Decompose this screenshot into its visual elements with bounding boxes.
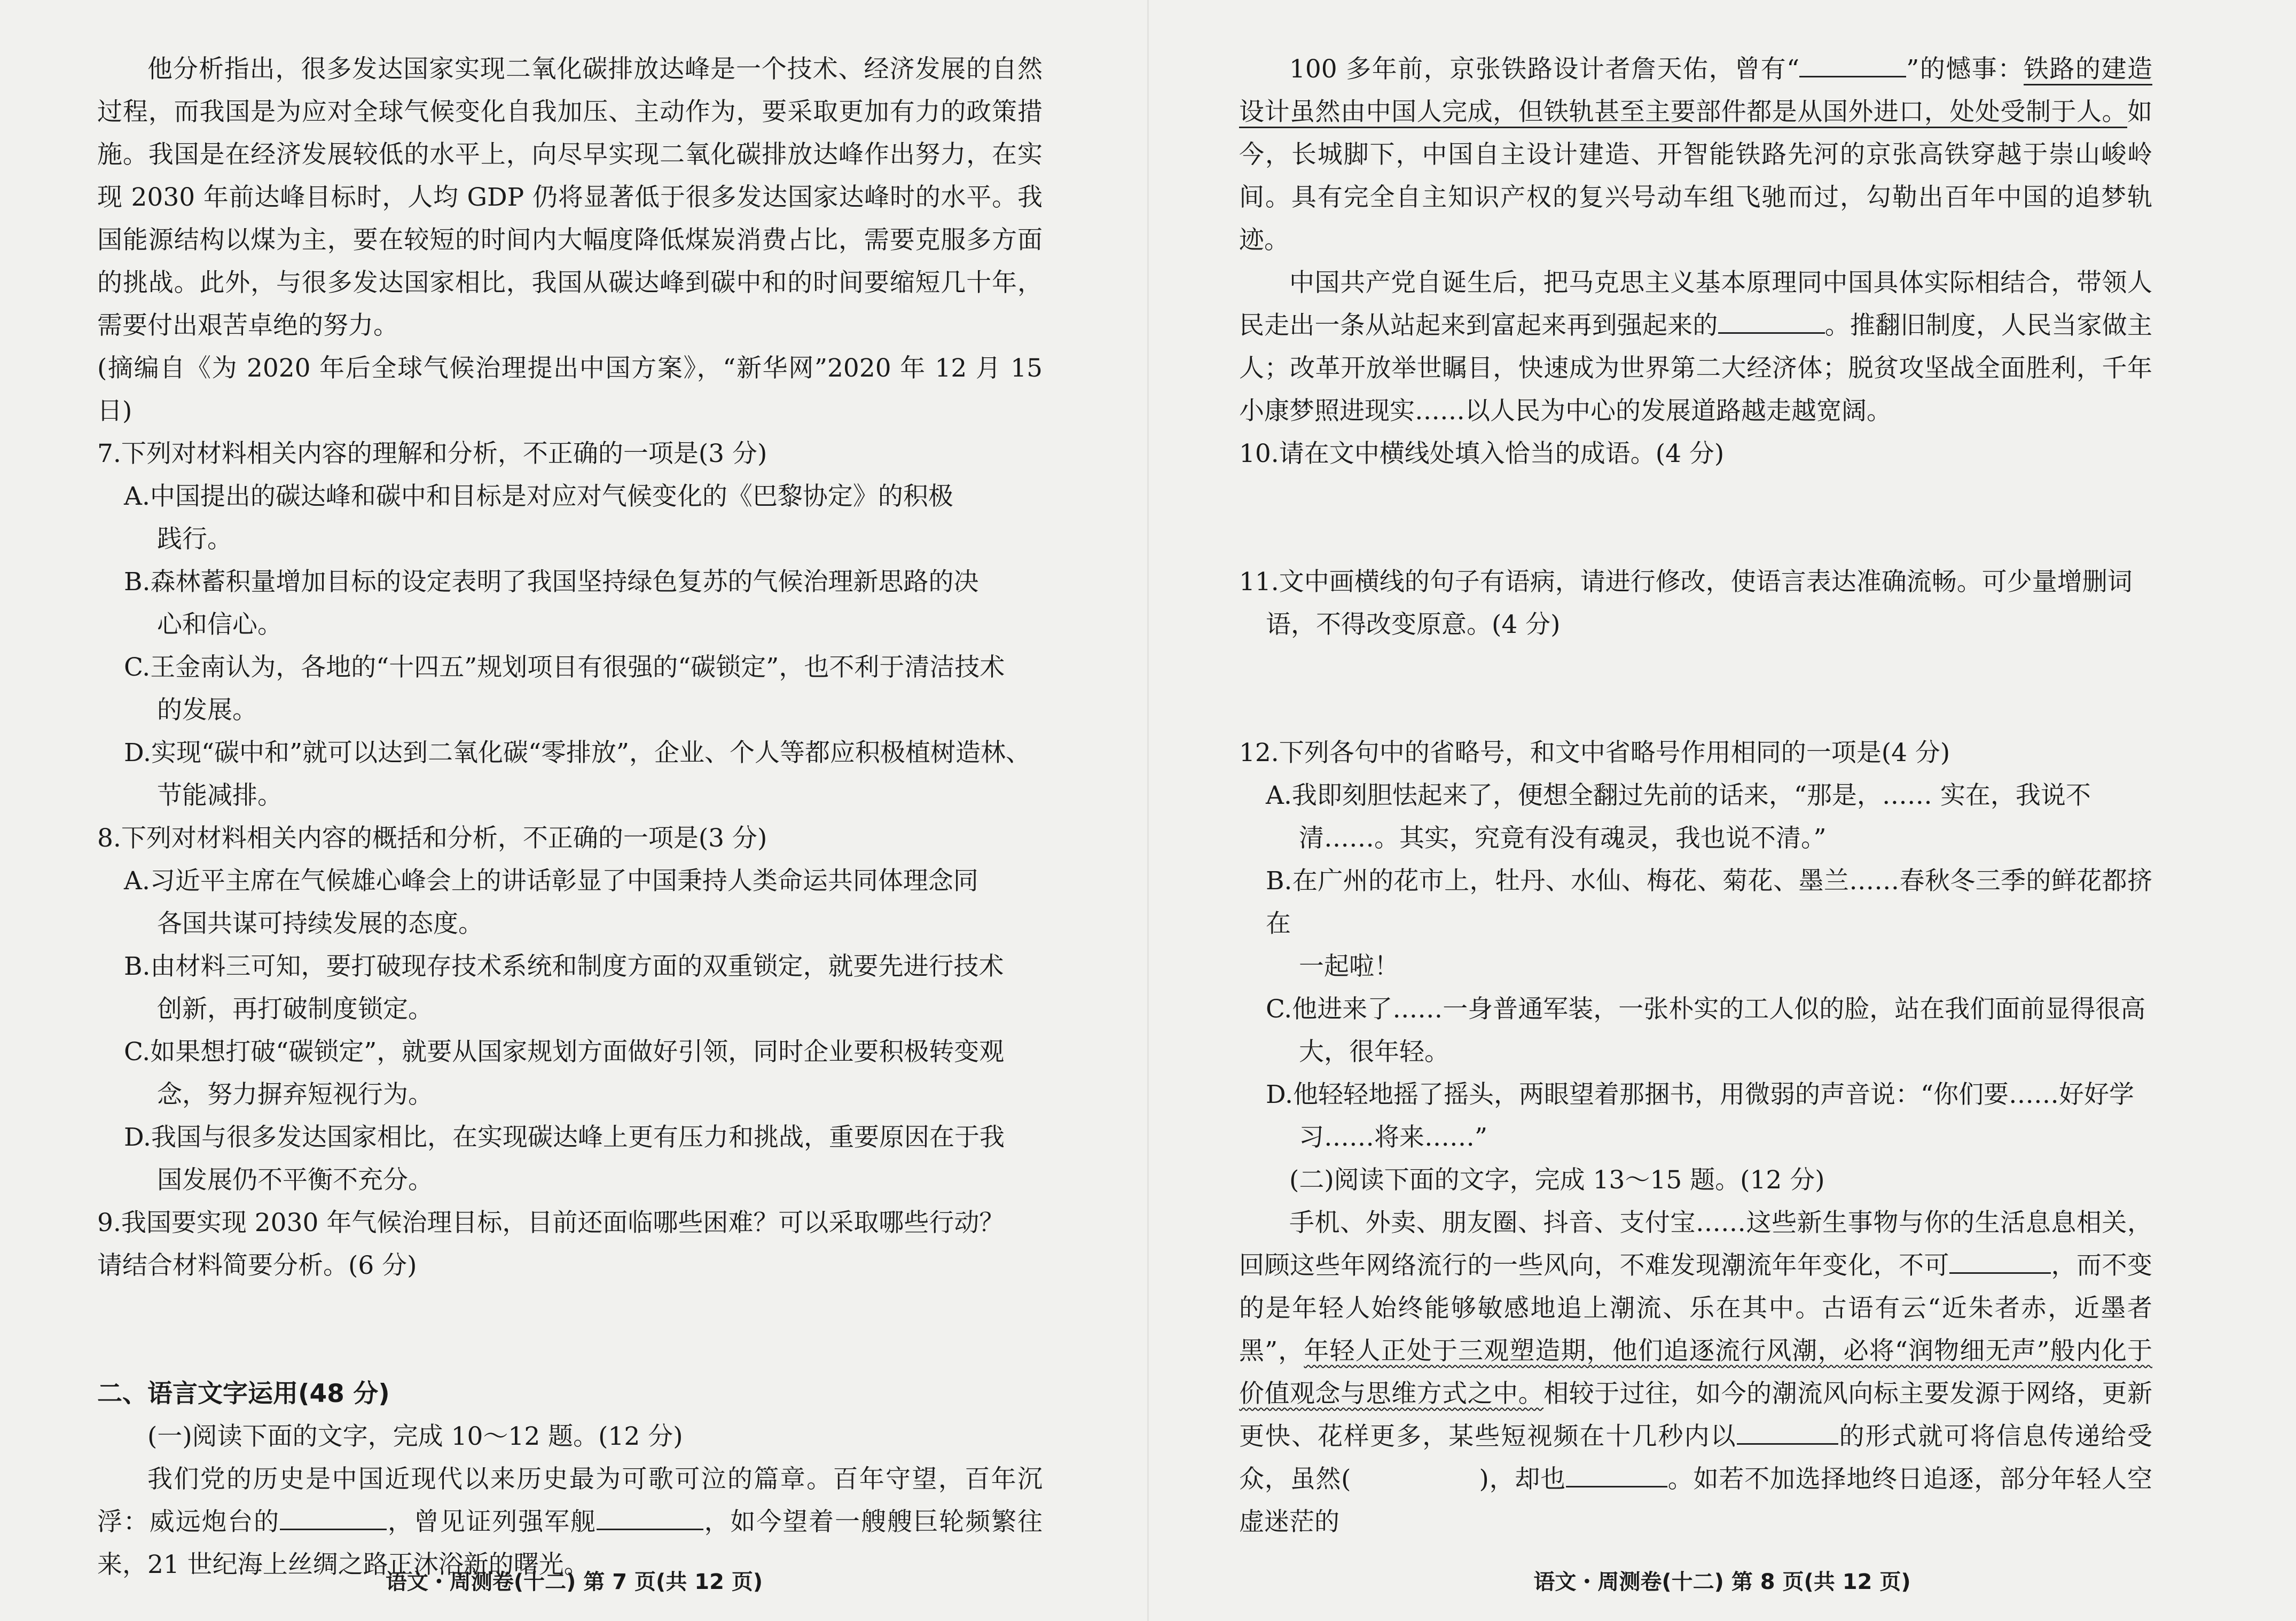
question-8-option-d: D.我国与很多发达国家相比，在实现碳达峰上更有压力和挑战，重要原因在于我 <box>124 1123 1005 1152</box>
question-11-line-1: 11.文中画横线的句子有语病，请进行修改，使语言表达准确流畅。可少量增删词 <box>1239 567 2133 597</box>
wavy-underlined-sentence: 年轻人正处于三观塑造期，他们追逐流行风潮，必将“润物细无声”般内化于价值观念与思维方式之中。 <box>1239 1336 2152 1408</box>
subsection-1-title: (一)阅读下面的文字，完成 10～12 题。(12 分) <box>147 1422 683 1451</box>
blank-10-1 <box>280 1507 387 1530</box>
question-12-option-d-cont: 习……将来……” <box>1299 1123 1488 1152</box>
question-7-option-a: A.中国提出的碳达峰和碳中和目标是对应对气候变化的《巴黎协定》的积极 <box>124 482 953 511</box>
question-8-option-c: C.如果想打破“碳锁定”，就要从国家规划方面做好引领，同时企业要积极转变观 <box>124 1037 1005 1067</box>
passage-1-p2 <box>1239 262 2152 433</box>
p3-part-b: ，而不变的是年轻人始终能够敏感地追上潮流、乐在其中。古语有云“近朱者赤，近墨者黑”， <box>1239 1251 2152 1366</box>
question-8-option-d-cont: 国发展仍不平衡不充分。 <box>157 1165 433 1195</box>
subsection-2-title: (二)阅读下面的文字，完成 13～15 题。(12 分) <box>1289 1165 1825 1195</box>
passage-2 <box>1239 1202 2152 1544</box>
section-2-title: 二、语言文字运用(48 分) <box>97 1379 390 1408</box>
answer-space-10 <box>1239 475 2152 561</box>
question-9-line-2: 请结合材料简要分析。(6 分) <box>97 1251 417 1280</box>
passage-1-p1 <box>1239 48 2152 262</box>
question-11-line-2: 语，不得改变原意。(4 分) <box>1266 610 1561 639</box>
question-7-stem: 7.下列对材料相关内容的理解和分析，不正确的一项是(3 分) <box>97 439 767 468</box>
blank-13-1 <box>1949 1251 2051 1274</box>
answer-space-11 <box>1239 646 2152 732</box>
blank-10-4 <box>1718 311 1825 334</box>
question-7-option-a-cont: 践行。 <box>157 524 232 554</box>
question-12-stem: 12.下列各句中的省略号，和文中省略号作用相同的一项是(4 分) <box>1239 738 1950 768</box>
question-12-option-a: A.我即刻胆怯起来了，便想全翻过先前的话来，“那是，…… 实在，我说不 <box>1266 781 2091 810</box>
question-7-option-b: B.森林蓄积量增加目标的设定表明了我国坚持绿色复苏的气候治理新思路的决 <box>124 567 979 597</box>
passage-1-part-b: ，曾见证列强军舰 <box>387 1507 597 1537</box>
question-12-option-a-cont: 清……。其实，究竟有没有魂灵，我也说不清。” <box>1299 824 1827 853</box>
question-12-option-b: B.在广州的花市上，牡丹、水仙、梅花、菊花、墨兰……春秋冬三季的鲜花都挤在 <box>1266 866 2152 938</box>
question-7-option-c-cont: 的发展。 <box>157 695 257 725</box>
p1-part-b: ”的憾事： <box>1906 54 2024 84</box>
question-7-option-c: C.王金南认为，各地的“十四五”规划项目有很强的“碳锁定”，也不利于清洁技术 <box>124 653 1005 682</box>
passage-1-part-a: 我们党的历史是中国近现代以来历史最为可歌可泣的篇章。百年守望，百年沉浮：威远炮台的 <box>97 1465 1043 1537</box>
page-8-column <box>1148 48 2152 1544</box>
source-citation: (摘编自《为 2020 年后全球气候治理提出中国方案》，“新华网”2020 年 12 月 15 日) <box>97 354 1043 426</box>
p2-part-a: 中国共产党自诞生后，把马克思主义基本原理同中国具体实际相结合，带领人民走出一条从站起来到富起来再到强起来的 <box>1239 268 2152 340</box>
blank-10-2 <box>597 1507 703 1530</box>
p3-part-f: 。如若不加选择地终日追逐，部分年轻人空虚迷茫的 <box>1239 1465 2152 1537</box>
question-8-option-a-cont: 各国共谋可持续发展的态度。 <box>157 909 483 938</box>
question-8-option-b: B.由材料三可知，要打破现存技术系统和制度方面的双重锁定，就要先进行技术 <box>124 952 1004 981</box>
p2-part-b: 。推翻旧制度，人民当家做主人；改革开放举世瞩目，快速成为世界第二大经济体；脱贫攻坚战全面胜利，千年小康梦照进现实……以人民为中心的发展道路越走越宽阔。 <box>1239 311 2152 426</box>
p3-part-d: 的形式就可将信息传递给受众，虽然( <box>1239 1422 2153 1494</box>
question-12-option-c-cont: 大，很年轻。 <box>1299 1037 1449 1067</box>
page-8-footer: 语文・周测卷(十二) 第 8 页(共 12 页) <box>1533 1570 1911 1594</box>
answer-space-9 <box>97 1287 1043 1373</box>
p3-part-a: 手机、外卖、朋友圈、抖音、支付宝……这些新生事物与你的生活息息相关，回顾这些年网络流行的一些风向，不难发现潮流年年变化，不可 <box>1239 1208 2152 1280</box>
underlined-sentence: 铁路的建造设计虽然由中国人完成，但铁轨甚至主要部件都是从国外进口，处处受制于人。 <box>1239 54 2152 128</box>
question-9-line-1: 9.我国要实现 2030 年气候治理目标，目前还面临哪些困难？可以采取哪些行动？ <box>97 1208 1005 1238</box>
question-8-option-a: A.习近平主席在气候雄心峰会上的讲话彰显了中国秉持人类命运共同体理念同 <box>124 866 978 896</box>
page-7-footer: 语文・周测卷(十二) 第 7 页(共 12 页) <box>385 1570 763 1594</box>
p3-part-e: )，却也 <box>1479 1465 1566 1494</box>
question-8-stem: 8.下列对材料相关内容的概括和分析，不正确的一项是(3 分) <box>97 824 767 853</box>
question-12-option-c: C.他进来了……一身普通军装，一张朴实的工人似的脸，站在我们面前显得很高 <box>1266 994 2146 1024</box>
question-10: 10.请在文中横线处填入恰当的成语。(4 分) <box>1239 439 1725 468</box>
passage-1-part-c: ，如今望着一艘艘巨轮频繁往来，21 世纪海上丝绸之路正沐浴新的曙光。 <box>97 1507 1043 1579</box>
p1-part-c: 如今，长城脚下，中国自主设计建造、开智能铁路先河的京张高铁穿越于崇山峻岭间。具有完全自主知识产权的复兴号动车组飞驰而过，勾勒出百年中国的追梦轨迹。 <box>1239 97 2152 255</box>
question-8-option-c-cont: 念，努力摒弃短视行为。 <box>157 1080 433 1109</box>
blank-13-2 <box>1737 1422 1838 1445</box>
blank-13-4 <box>1566 1465 1667 1487</box>
question-7-option-d: D.实现“碳中和”就可以达到二氧化碳“零排放”，企业、个人等都应积极植树造林、 <box>124 738 1031 768</box>
question-7-option-b-cont: 心和信心。 <box>157 610 283 639</box>
page-7-column <box>97 48 1043 1586</box>
question-8-option-b-cont: 创新，再打破制度锁定。 <box>157 994 433 1024</box>
question-7-option-d-cont: 节能减排。 <box>157 781 283 810</box>
question-12-option-d: D.他轻轻地摇了摇头，两眼望着那捆书，用微弱的声音说：“你们要……好好学 <box>1266 1080 2134 1109</box>
page-8 <box>1148 0 2296 1621</box>
p3-part-c: 相较于过往，如今的潮流风向标主要发源于网络，更新更快、花样更多，某些短视频在十几秒内以 <box>1239 1379 2152 1451</box>
blank-10-3 <box>1799 54 1906 77</box>
material-paragraph: 他分析指出，很多发达国家实现二氧化碳排放达峰是一个技术、经济发展的自然过程，而我国是为应对全球气候变化自我加压、主动作为，要采取更加有力的政策措施。我国是在经济发展较低的水平上，向尽早实现二氧化碳排放达峰作出努力，在实现 2030 年前达峰目标时，人均 GDP 仍将显著低于很多发达国家达峰时的水平。我国能源结构以煤为主，要在较短的时间内大幅度降低煤炭消费占比，需要克服多方面的挑战。此外，与很多发达国家相比，我国从碳达峰到碳中和的时间要缩短几十年，需要付出艰苦卓绝的努力。 <box>97 54 1043 340</box>
page-8-body <box>1175 48 2152 1544</box>
p1-part-a: 100 多年前，京张铁路设计者詹天佑，曾有“ <box>1289 54 1800 84</box>
question-12-option-b-cont: 一起啦！ <box>1299 952 1399 981</box>
